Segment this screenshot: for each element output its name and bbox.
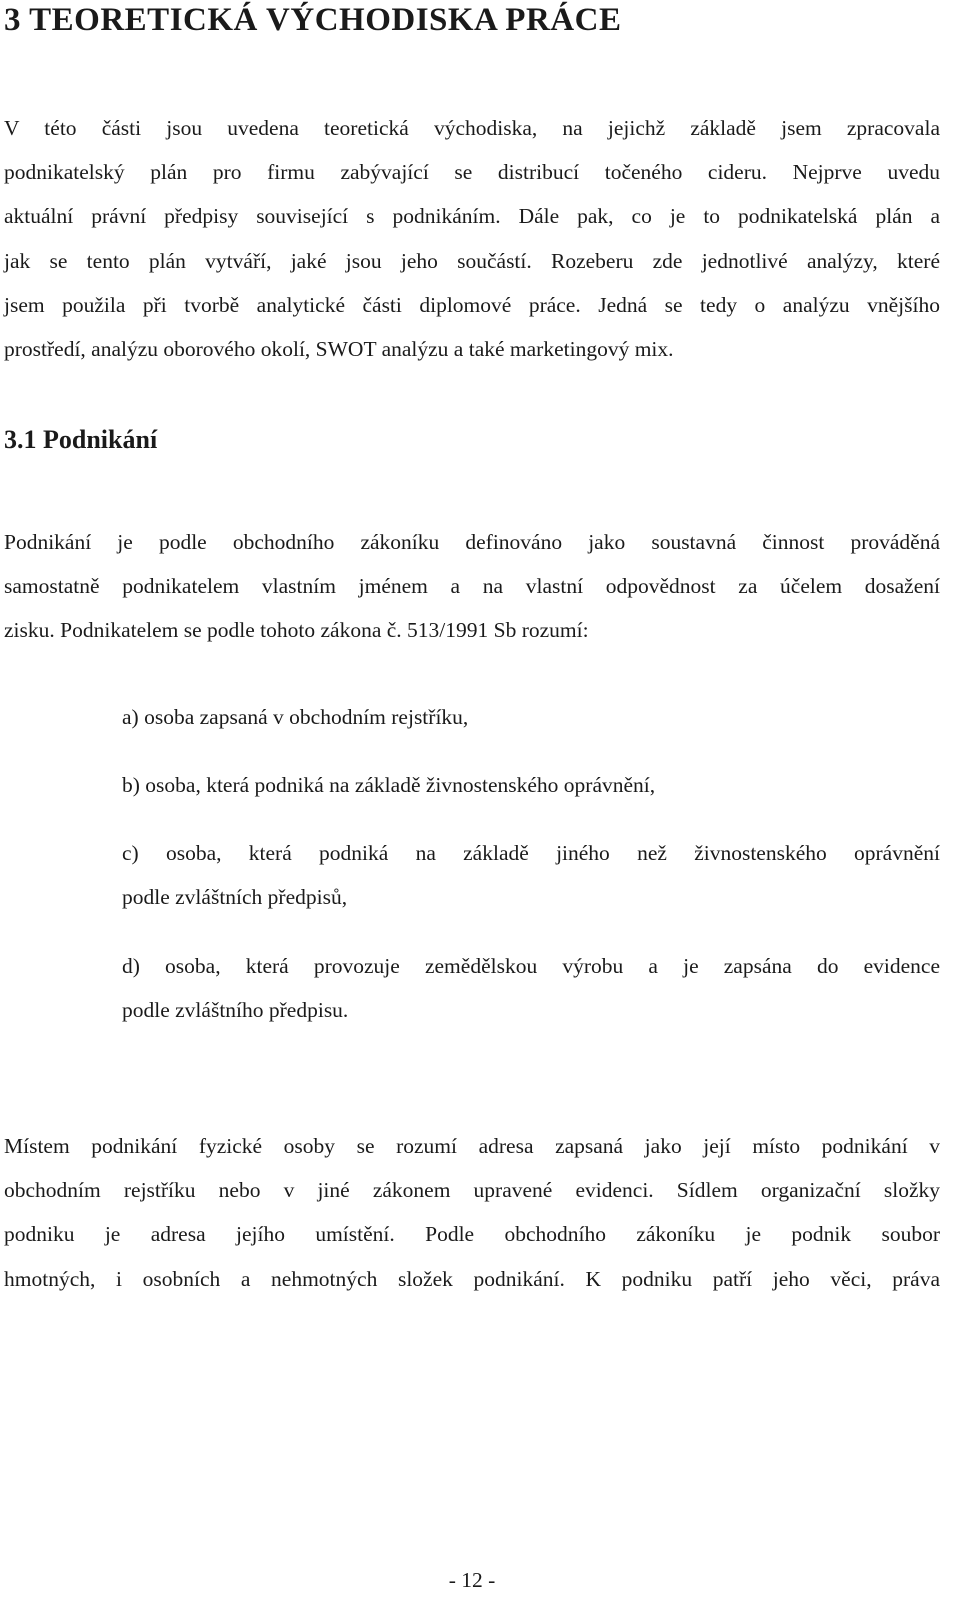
chapter-title: 3 TEORETICKÁ VÝCHODISKA PRÁCE (4, 2, 622, 38)
list-item-line: d) osoba, která provozuje zemědělskou výrobu a je zapsána do evidence (122, 954, 940, 978)
page-number: - 12 - (448, 1568, 496, 1592)
list-item-line: b) osoba, která podniká na základě živnostenského oprávnění, (122, 773, 656, 797)
list-item-line: podle zvláštního předpisu. (122, 998, 349, 1023)
place-paragraph (4, 1124, 940, 1301)
definition-paragraph (4, 520, 940, 653)
list-item-line: a) osoba zapsaná v obchodním rejstříku, (122, 705, 469, 729)
paragraph-line: Podnikání je podle obchodního zákoníku definováno jako soustavná činnost prováděná (4, 530, 940, 554)
section-title: 3.1 Podnikání (4, 425, 158, 454)
list-item (122, 831, 940, 919)
list-item (122, 763, 940, 807)
list-item-line: c) osoba, která podniká na základě jiného než živnostenského oprávnění (122, 841, 940, 865)
paragraph-line: prostředí, analýzu oborového okolí, SWOT analýzu a také marketingový mix. (4, 337, 674, 362)
paragraph-line: hmotných, i osobních a nehmotných složek podnikání. K podniku patří jeho věci, práva (4, 1266, 940, 1291)
paragraph-line: samostatně podnikatelem vlastním jménem a na vlastní odpovědnost za účelem dosažení (4, 574, 940, 599)
paragraph-line: jak se tento plán vytváří, jaké jsou jeho součástí. Rozeberu zde jednotlivé analýzy, které (4, 248, 940, 273)
intro-paragraph (4, 106, 940, 371)
paragraph-line: podniku je adresa jejího umístění. Podle obchodního zákoníku je podnik soubor (4, 1222, 940, 1247)
paragraph-line: jsem použila při tvorbě analytické části diplomové práce. Jedná se tedy o analýzu vnějšího (4, 292, 940, 317)
paragraph-line: podnikatelský plán pro firmu zabývající se distribucí točeného cideru. Nejprve uvedu (4, 160, 940, 185)
paragraph-line: zisku. Podnikatelem se podle tohoto zákona č. 513/1991 Sb rozumí: (4, 618, 589, 643)
list-item (122, 944, 940, 1032)
list-item-line: podle zvláštních předpisů, (122, 885, 348, 910)
list-item (122, 695, 940, 739)
paragraph-line: aktuální právní předpisy související s podnikáním. Dále pak, co je to podnikatelská plán a (4, 204, 940, 229)
paragraph-line: obchodním rejstříku nebo v jiné zákonem upravené evidenci. Sídlem organizační složky (4, 1178, 940, 1203)
paragraph-line: Místem podnikání fyzické osoby se rozumí adresa zapsaná jako její místo podnikání v (4, 1134, 940, 1158)
paragraph-line: V této části jsou uvedena teoretická východiska, na jejichž základě jsem zpracovala (4, 116, 940, 140)
